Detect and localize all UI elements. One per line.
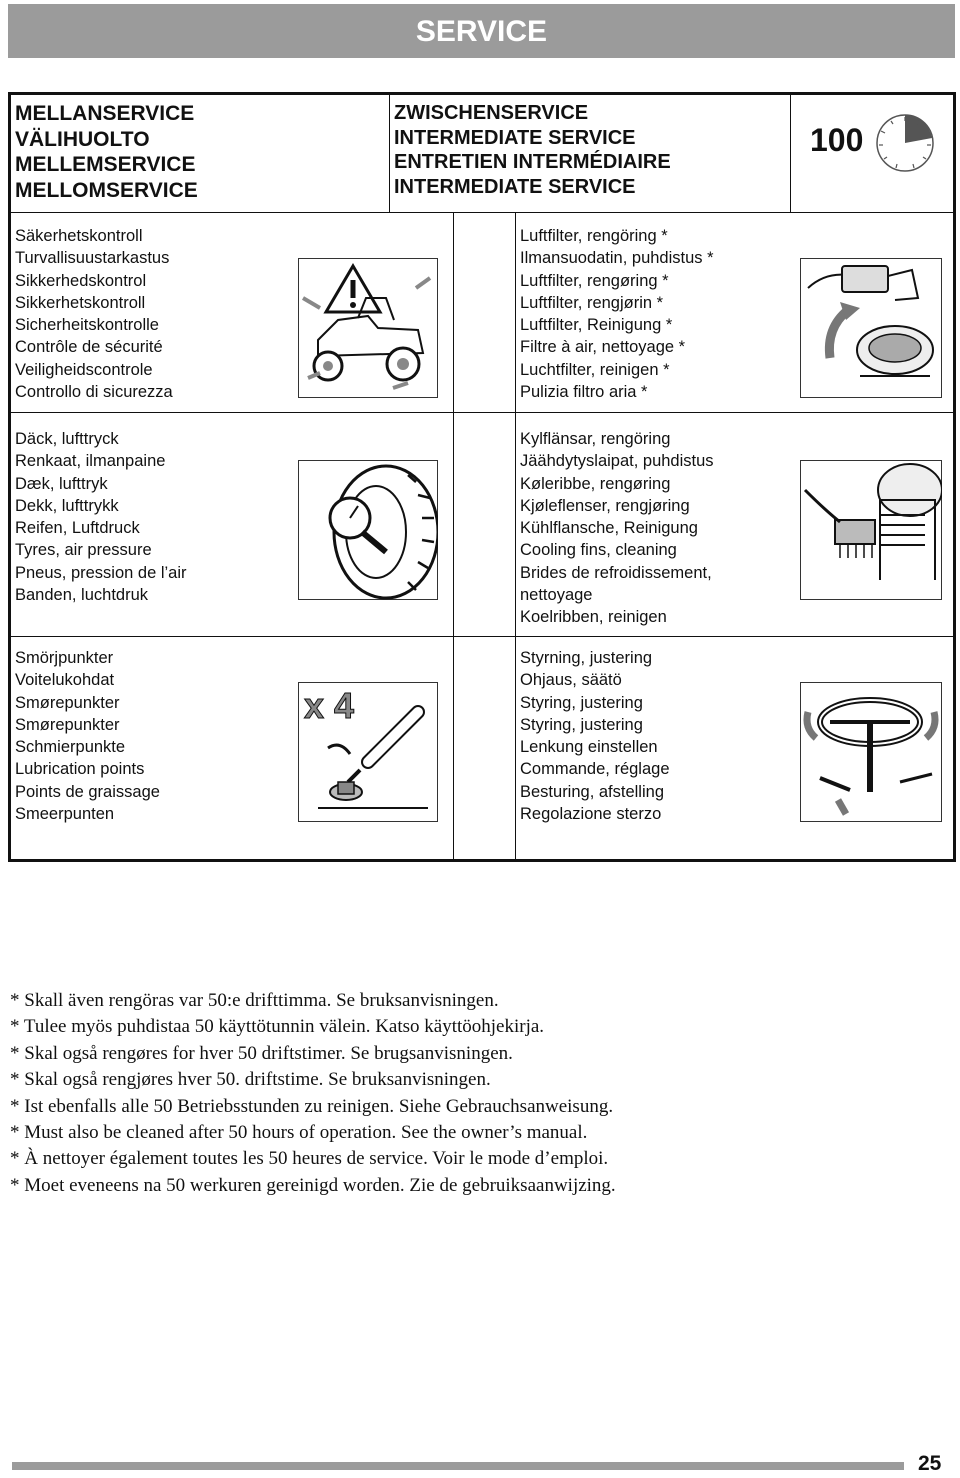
header-title: VÄLIHUOLTO — [15, 127, 150, 151]
header-title: INTERMEDIATE SERVICE — [394, 126, 636, 149]
footnote: * Skal også rengjøres hver 50. driftstime. Se bruksanvisningen. — [10, 1069, 491, 1091]
header-rule — [11, 212, 953, 213]
footnote: * Skall även rengöras var 50:e drifttimma. Se bruksanvisningen. — [10, 990, 499, 1011]
header-title: MELLEMSERVICE — [15, 153, 196, 176]
header-divider — [389, 95, 390, 212]
row3-left-text: Smörjpunkter Voitelukohdat Smørepunkter Smørepunkter Schmierpunkte Lubrication points Points de graissage Smeerpunten — [15, 649, 160, 824]
header-title: ZWISCHENSERVICE — [394, 102, 589, 124]
header-title: MELLANSERVICE — [15, 102, 195, 125]
footnote: * Tulee myös puhdistaa 50 käyttötunnin välein. Katso käyttöohjekirja. — [10, 1016, 545, 1038]
hours-label: 100 — [810, 122, 864, 158]
section-banner: SERVICE — [8, 4, 955, 58]
steering-adjustment-icon — [800, 682, 942, 822]
footnotes — [10, 988, 616, 1199]
row3-right-text: Styrning, justering Ohjaus, säätö Styring, justering Styring, justering Lenkung einstellen Commande, réglage Besturing, afstelling Regolazione sterzo — [520, 649, 670, 824]
header-title: MELLOMSERVICE — [15, 178, 198, 202]
footnote: * Must also be cleaned after 50 hours of operation. See the owner’s manual. — [10, 1122, 588, 1144]
footnote: * À nettoyer également toutes les 50 heures de service. Voir le mode d’emploi. — [10, 1148, 609, 1170]
footnote: * Moet eveneens na 50 werkuren gereinigd worden. Zie de gebruiksaanwijzing. — [10, 1174, 616, 1196]
row-rule — [11, 412, 953, 413]
header-right-titles — [394, 101, 671, 199]
footer-bar — [12, 1462, 904, 1470]
tractor-safety-warning-icon — [298, 258, 438, 398]
cooling-fins-brush-icon — [800, 460, 942, 600]
svg-text:x 4: x 4 — [304, 685, 355, 726]
row1-left-text: Säkerhetskontroll Turvallisuustarkastus Sikkerhedskontrol Sikkerhetskontroll Sicherheitskontrolle Contrôle de sécurité Veiligheidscontrole Controllo di sicurezza — [15, 227, 173, 402]
column-divider — [515, 212, 516, 862]
footnote: * Skal også rengøres for hver 50 driftstimer. Se brugsanvisningen. — [10, 1042, 513, 1064]
air-filter-cleaning-icon — [800, 258, 942, 398]
footnote: * Ist ebenfalls alle 50 Betriebsstunden zu reinigen. Siehe Gebrauchsanweisung. — [10, 1095, 614, 1117]
page-number: 25 — [918, 1452, 942, 1475]
header-left-titles — [15, 101, 198, 203]
row2-right-text: Kylflänsar, rengöring Jäähdytyslaipat, puhdistus Køleribbe, rengøring Kjøleflenser, rengjøring Kühlflansche, Reinigung Cooling fins, cleaning Brides de refroidissement, nettoyage Koelribben, reinigen — [520, 430, 714, 627]
row-rule — [11, 636, 953, 637]
header-title: ENTRETIEN INTERMÉDIAIRE — [394, 151, 671, 173]
row2-left-text: Däck, lufttryck Renkaat, ilmanpaine Dæk, lufttryk Dekk, lufttrykk Reifen, Luftdruck Tyres, air pressure Pneus, pression de l’air Banden, luchtdruk — [15, 430, 187, 605]
grease-gun-x4-icon — [298, 682, 438, 822]
row1-right-text: Luftfilter, rengöring * Ilmansuodatin, puhdistus * Luftfilter, rengøring * Luftfilter, rengjørin * Luftfilter, Reinigung * Filtre à air, nettoyage * Luchtfilter, reinigen * Pulizia filtro aria * — [520, 227, 714, 402]
header-title: INTERMEDIATE SERVICE — [394, 175, 636, 198]
header-divider — [790, 95, 791, 212]
tyre-pressure-gauge-icon — [298, 460, 438, 600]
column-divider — [453, 212, 454, 862]
clock-dial-icon — [872, 112, 938, 174]
